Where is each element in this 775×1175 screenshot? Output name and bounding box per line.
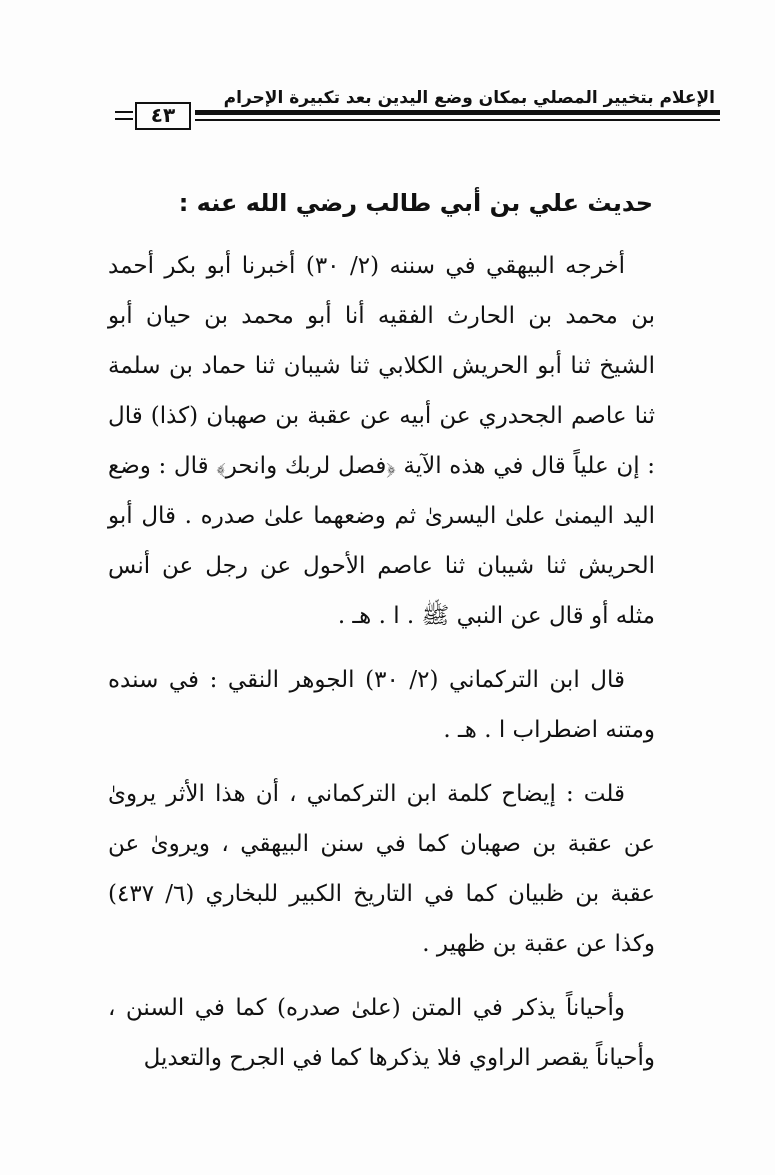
page-number: ٤٣ (135, 102, 191, 130)
page-body (108, 185, 655, 1097)
paragraph: قلت : إيضاح كلمة ابن التركماني ، أن هذا الأثر يروىٰ عن عقبة بن صهبان كما في سنن البيهقي ، ويروىٰ عن عقبة بن ظبيان كما في التاريخ الكبير للبخاري (٦/ ٤٣٧) وكذا عن عقبة بن ظهير . (108, 781, 656, 957)
header-rule (115, 111, 133, 113)
paragraph: أخرجه البيهقي في سننه (٢/ ٣٠) أخبرنا أبو بكر أحمد بن محمد بن الحارث الفقيه أنا أبو محمد بن حيان أبو الشيخ ثنا أبو الحريش الكلابي ثنا شيبان ثنا حماد بن سلمة ثنا عاصم الجحدري عن أبيه عن عقبة بن صهبان (كذا) قال : إن علياً قال في هذه الآية ﴿فصل لربك وانحر﴾ قال : وضع اليد اليمنىٰ علىٰ اليسرىٰ ثم وضعهما علىٰ صدره . قال أبو الحريش ثنا شيبان ثنا عاصم الأحول عن رجل عن أنس مثله أو قال عن النبي ﷺ . ا . هـ . (108, 253, 655, 629)
header-rule (115, 118, 133, 120)
section-heading: حديث علي بن أبي طالب رضي الله عنه : (178, 189, 653, 217)
paragraph: قال ابن التركماني (٢/ ٣٠) الجوهر النقي : في سنده ومتنه اضطراب ا . هـ . (108, 667, 655, 743)
page-header (115, 82, 715, 142)
header-rule (195, 119, 720, 121)
header-rule (195, 110, 720, 115)
running-title: الإعلام بتخيير المصلي بمكان وضع اليدين بعد تكبيرة الإحرام (223, 88, 715, 108)
paragraph: وأحياناً يذكر في المتن (علىٰ صدره) كما في السنن ، وأحياناً يقصر الراوي فلا يذكرها كما في الجرح والتعديل (108, 995, 655, 1071)
